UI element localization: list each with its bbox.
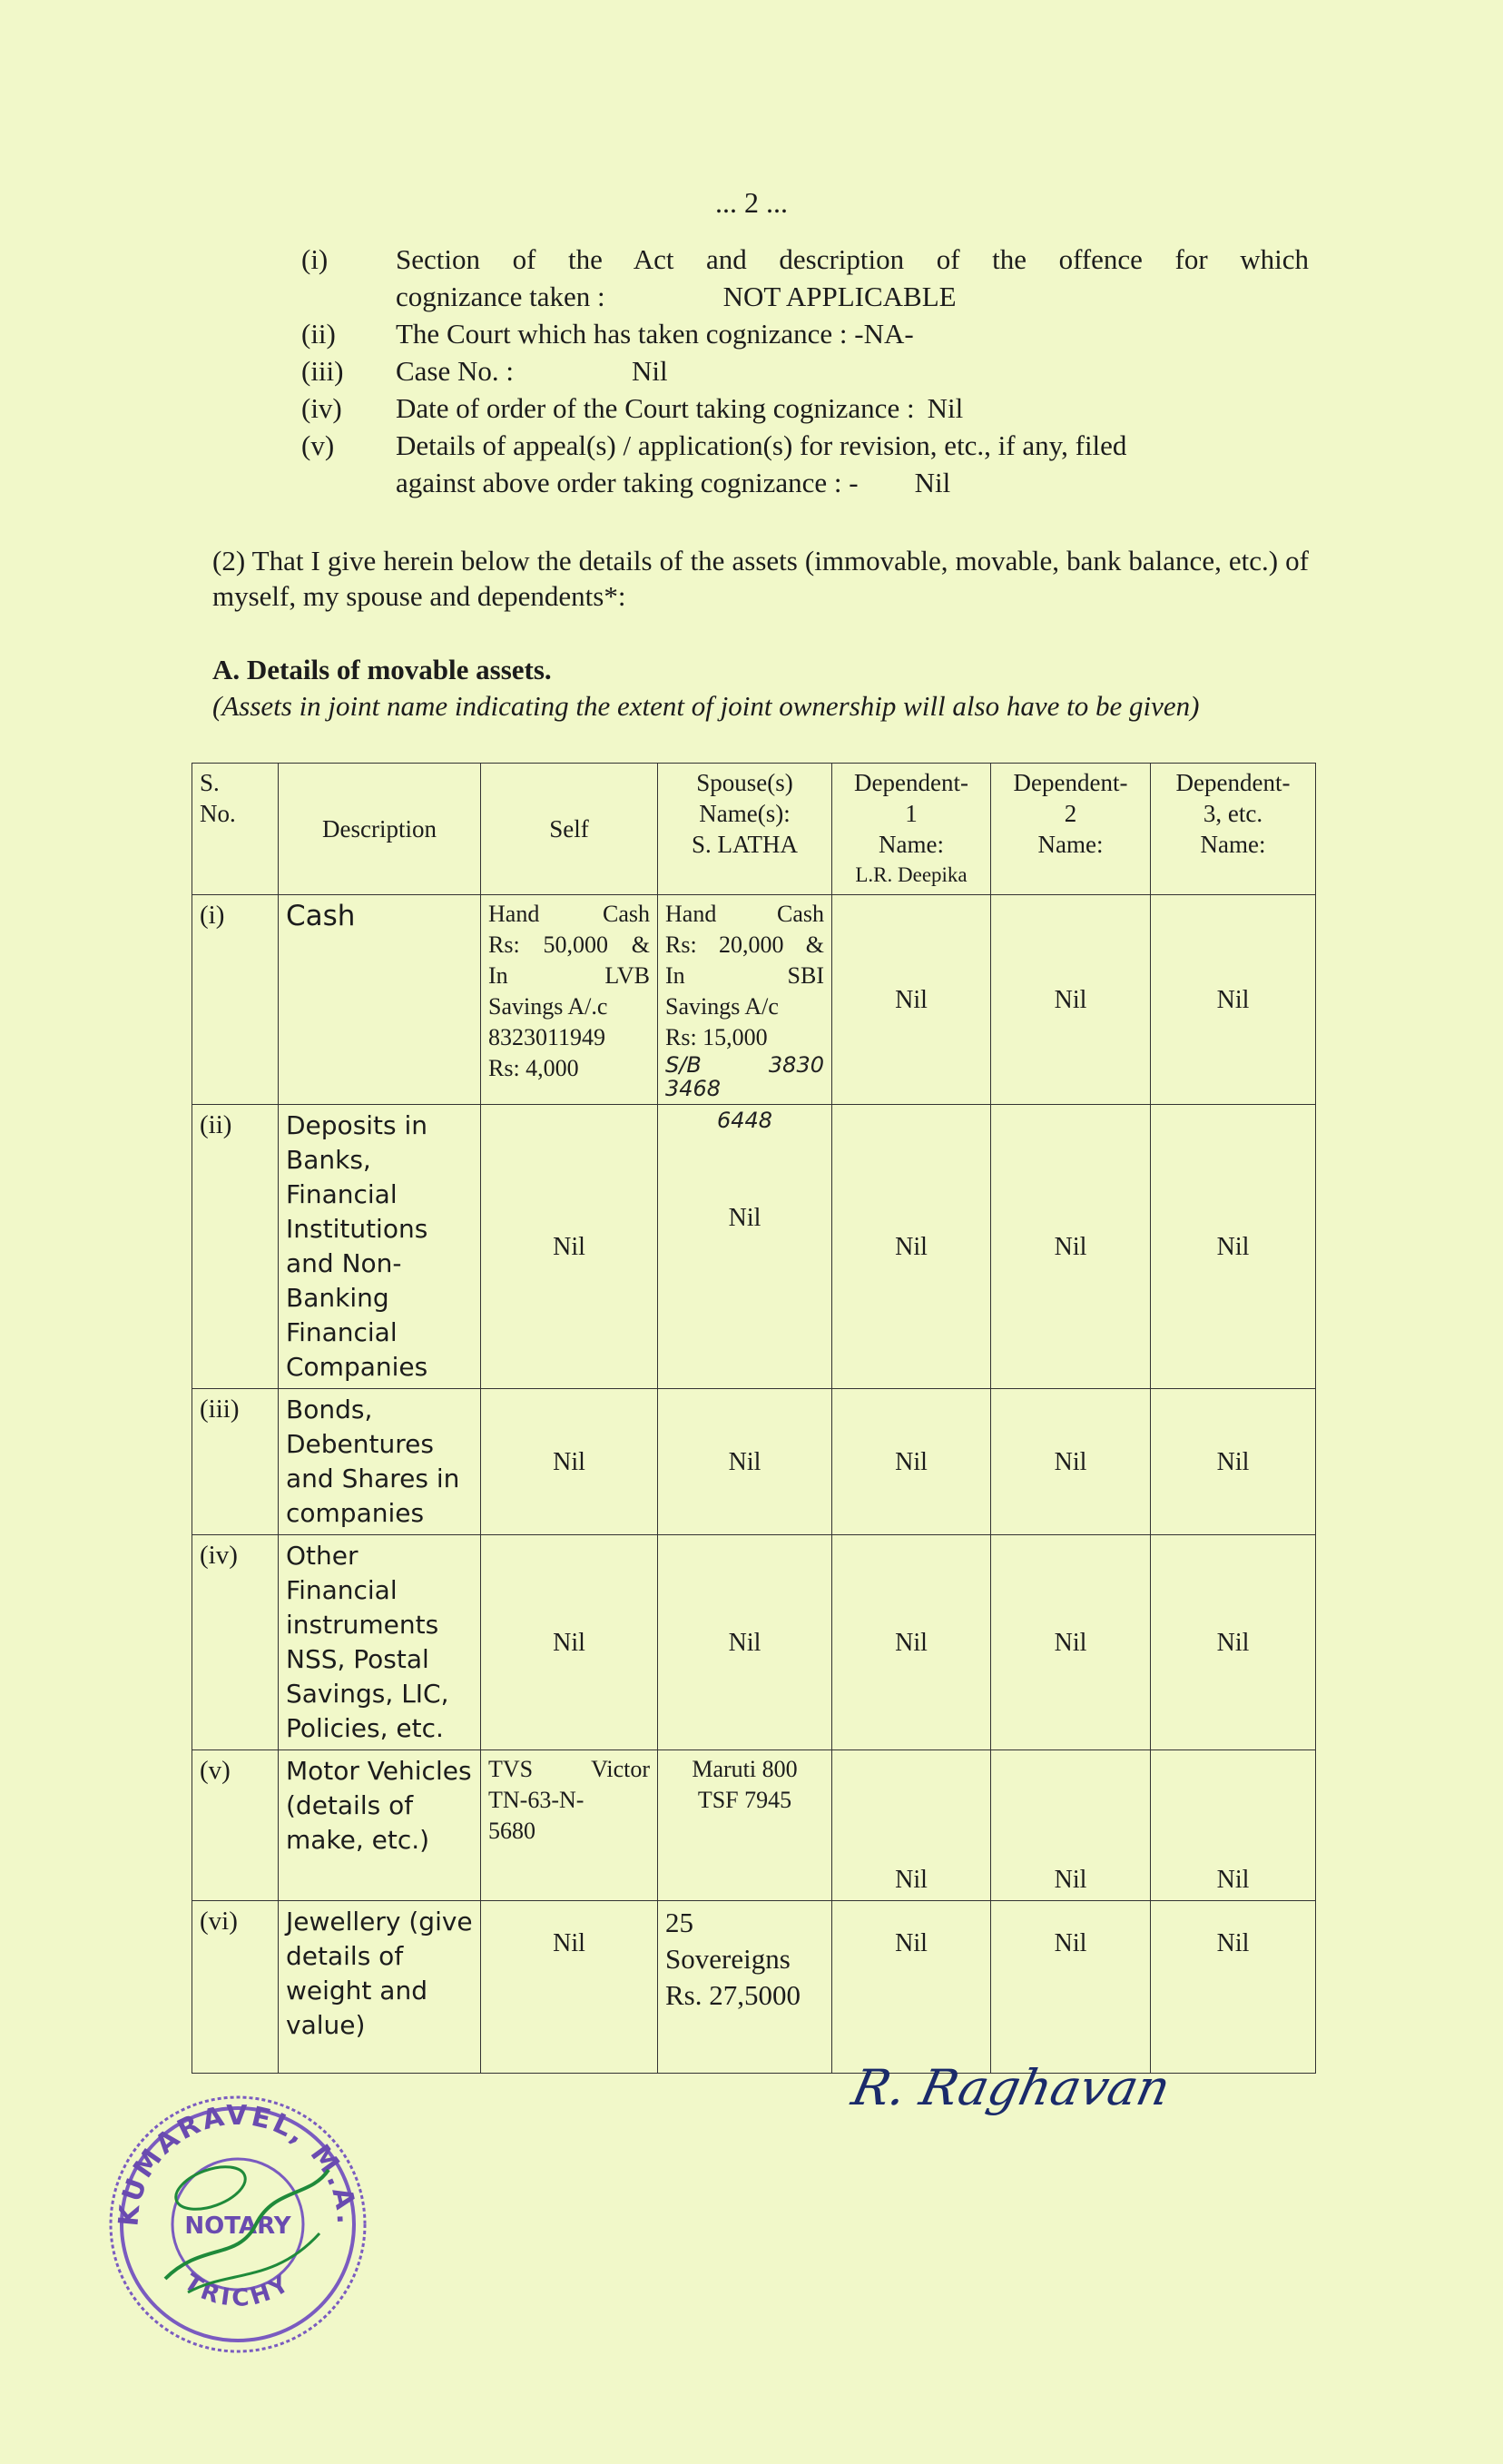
table-row: (iv) Other Financial instruments NSS, Postal Savings, LIC, Policies, etc. Nil Nil Nil Nil Nil [192, 1535, 1316, 1750]
section-a-header [212, 652, 1329, 724]
spouse-vehicle-cell: Maruti 800 TSF 7945 [658, 1750, 832, 1901]
table-row: (i) Cash Hand Cash Rs: 50,000 & In LVB Savings A/.c 8323011949 Rs: 4,000 Hand Cash Rs: 20,000 & In SBI Savings A/c Rs: 15,000 S/B 3830 3468 Nil Nil Nil [192, 895, 1316, 1105]
table-row: (vi) Jewellery (give details of weight and value) Nil 25 Sovereigns Rs. 27,5000 Nil Nil Nil [192, 1901, 1316, 2074]
self-vehicle-cell: TVS Victor TN-63-N- 5680 [481, 1750, 658, 1901]
header-self: Self [481, 764, 658, 895]
section-a-note: (Assets in joint name indicating the extent of joint ownership will also have to be given) [212, 690, 1200, 722]
assets-intro: (2) That I give herein below the details of the assets (immovable, movable, bank balance, etc.) of myself, my spouse and dependents*: [212, 545, 1309, 612]
seal-place: TRICHY [179, 2269, 297, 2313]
spouse-jewellery-cell: 25 Sovereigns Rs. 27,5000 [658, 1901, 832, 2074]
offence-item: (i) Section of the Act and description of the offence for which cognizance taken : NOT APPLICABLE [301, 243, 1309, 312]
offence-item: (v) Details of appeal(s) / application(s) for revision, etc., if any, filed against above order taking cognizance : - Nil [301, 429, 1127, 498]
table-row: (ii) Deposits in Banks, Financial Institutions and Non-Banking Financial Companies Nil 6448 Nil Nil Nil Nil [192, 1105, 1316, 1389]
self-cash-cell: Hand Cash Rs: 50,000 & In LVB Savings A/.c 8323011949 Rs: 4,000 [481, 895, 658, 1105]
deponent-signature: R. Raghavan [847, 2059, 1175, 2116]
offence-item: (ii) The Court which has taken cognizance : -NA- [301, 318, 914, 350]
header-dependent-3: Dependent- 3, etc. Name: [1151, 764, 1316, 895]
offence-item: (iii) Case No. : Nil [301, 355, 668, 387]
header-dependent-1: Dependent- 1 Name: L.R. Deepika [832, 764, 991, 895]
movable-assets-table [192, 763, 1316, 2074]
header-spouse: Spouse(s) Name(s): S. LATHA [658, 764, 832, 895]
table-row: (iii) Bonds, Debentures and Shares in companies Nil Nil Nil Nil Nil [192, 1389, 1316, 1535]
header-dependent-2: Dependent- 2 Name: [991, 764, 1151, 895]
section-a-heading: A. Details of movable assets. [212, 654, 552, 685]
header-description: Description [279, 764, 481, 895]
offence-item: (iv) Date of order of the Court taking cognizance : Nil [301, 392, 964, 424]
handwritten-account-note: S/B 3830 3468 [665, 1052, 824, 1101]
page-number: ... 2 ... [715, 186, 788, 219]
table-header-row [192, 764, 1316, 895]
seal-name: KUMARAVEL, M.A. [113, 2100, 363, 2228]
table-row: (v) Motor Vehicles (details of make, etc.) TVS Victor TN-63-N- 5680 Maruti 800 TSF 7945 Nil Nil Nil [192, 1750, 1316, 1901]
offence-details-list [301, 241, 1309, 501]
notary-seal-icon [102, 2088, 374, 2361]
svg-text:KUMARAVEL, M.A. [113, 2100, 362, 2228]
header-sno: S. No. [192, 764, 279, 895]
spouse-cash-cell: Hand Cash Rs: 20,000 & In SBI Savings A/c Rs: 15,000 S/B 3830 3468 [658, 895, 832, 1105]
seal-title: NOTARY [184, 2213, 291, 2240]
handwritten-account-note: 6448 [716, 1108, 773, 1133]
